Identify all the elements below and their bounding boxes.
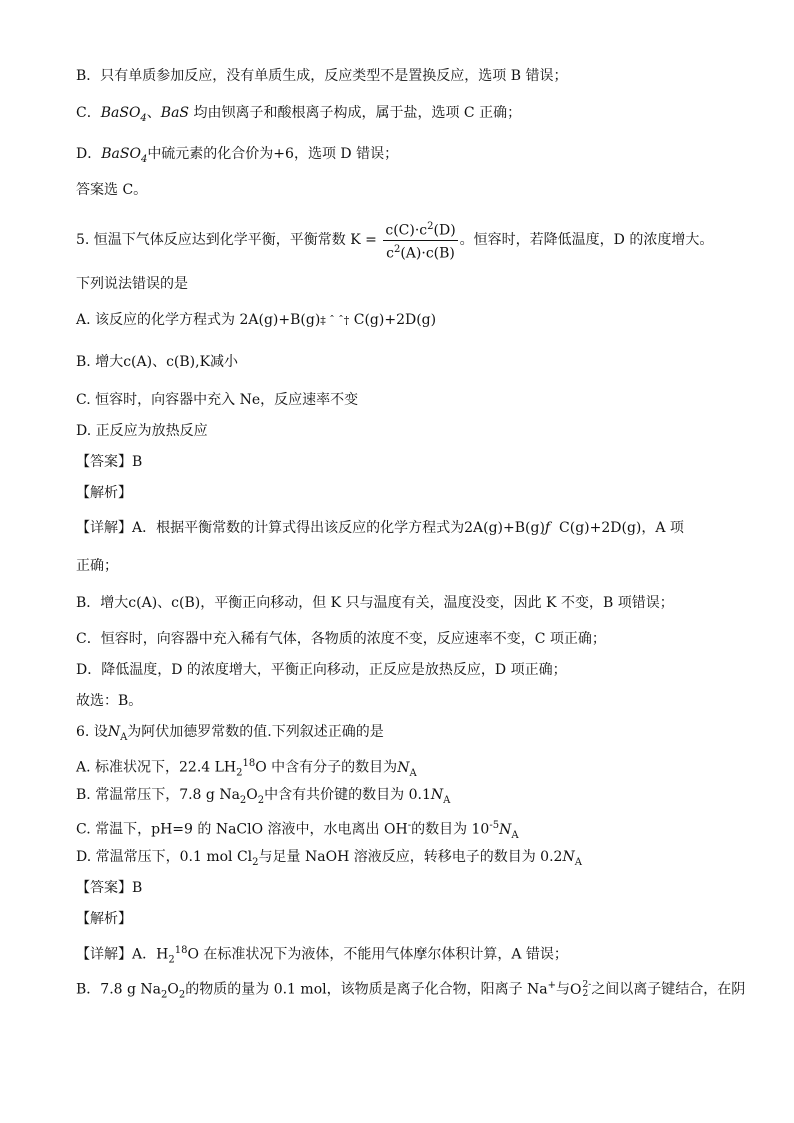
- question-5-detail-a: [76, 518, 734, 538]
- k-expression: K =: [350, 232, 377, 249]
- question-6-detail-b: B．7.8 g $Na_2O_2$的物质的量为 0.1 mol，该物质是离子化合物，阳离子 Na+与O 2- 2 之间以离子键结合，在阴: [76, 979, 746, 1001]
- avogadro-symbol: $N_A$: [430, 787, 451, 806]
- question-6-stem: [76, 722, 734, 748]
- question-5-option-c: C. 恒容时，向容器中充入 Ne，反应速率不变: [76, 392, 359, 408]
- text: C. 常温下，pH=9 的 NaClO 溶液中，水电离出 OH: [76, 821, 408, 838]
- question-5-analysis-label: 【解析】: [76, 485, 132, 501]
- prefix: C．: [76, 105, 101, 121]
- line-d-option: [76, 144, 734, 170]
- fraction-numerator: $c(C)\cdot c^2(D)$: [383, 218, 457, 241]
- question-6-option-b: B. 常温常压下，7.8 g $Na_2O_2$中含有共价键的数目为 $0.1N_A$: [76, 787, 451, 806]
- avogadro-symbol: $N_A$: [107, 724, 128, 743]
- tail: 中含有共价键的数目为 0.1: [264, 787, 431, 803]
- suffix: 减小: [210, 354, 239, 370]
- avogadro-symbol: $N_A$: [397, 759, 417, 779]
- prefix: 【详解】A．根据平衡常数的计算式得出该反应的化学方程式为: [76, 520, 465, 536]
- reactants: 2A(g)+B(g): [464, 520, 545, 536]
- tail: O 中含有分子的数目为: [255, 759, 398, 776]
- question-5-option-a: [76, 310, 734, 331]
- concentrations: c(A)、c(B): [128, 595, 201, 611]
- equilibrium-symbol: ƒ: [544, 520, 551, 536]
- prefix: D．: [76, 146, 102, 162]
- stem: 5. 恒温下气体反应达到化学平衡，平衡常数: [76, 232, 346, 249]
- question-5-stem: [76, 218, 734, 262]
- question-5-option-b: [76, 352, 734, 372]
- prefix: A. 该反应的化学方程式为: [76, 312, 236, 328]
- equilibrium-fraction: [383, 218, 457, 262]
- equilibrium-arrow: ‡ ˆ ˆ†: [320, 314, 350, 327]
- avogadro-symbol: $N_A$: [562, 849, 582, 868]
- question-5-detail-a-continued: 正确；: [76, 558, 118, 574]
- prefix: 6. 设: [76, 724, 108, 740]
- text: B. 常温常压下，7.8 g Na: [76, 787, 240, 803]
- text: D. 常温常压下，0.1 mol Cl: [76, 849, 253, 865]
- question-6-answer: 【答案】B: [76, 880, 143, 896]
- stem-after: 。恒容时，若降低温度，D 的浓度增大。: [459, 232, 714, 249]
- question-5-final: 故选：B。: [76, 693, 143, 709]
- products: C(g)+2D(g): [559, 520, 642, 536]
- text: 均由钡离子和酸根离子构成，属于盐，选项 C 正确；: [193, 105, 522, 121]
- question-6-analysis-label: 【解析】: [76, 911, 132, 927]
- question-6-option-a: A. 标准状况下，22.4 $LH_2^{18}O$ 中含有分子的数目为$N_A$: [76, 758, 417, 779]
- products: C(g)+2D(g): [353, 312, 437, 328]
- tail: 的数目为 10: [411, 821, 490, 838]
- mid2: 与: [556, 981, 571, 998]
- answer-line: 答案选 C。: [76, 182, 148, 198]
- suffix: 之间以离子键结合，在阴: [591, 981, 746, 998]
- suffix: ，A 项: [641, 520, 684, 536]
- question-5-detail-d: D．降低温度，D 的浓度增大，平衡正向移动，正反应是放热反应，D 项正确；: [76, 662, 567, 678]
- peroxide-ion: O 2- 2: [570, 979, 592, 999]
- question-6-option-c: C. 常温下，pH=9 的 NaClO 溶液中，水电离出 OH-的数目为 $10^{-5}N_A$: [76, 820, 519, 841]
- prefix: B．增大: [76, 595, 129, 611]
- question-6-option-d: D. 常温常压下，0.1 mol $Cl_2$与足量 NaOH 溶液反应，转移电子的数目为 $0.2N_A$: [76, 849, 582, 868]
- text: A. 标准状况下，22.4 LH: [76, 759, 237, 776]
- suffix: 为阿伏加德罗常数的值.下列叙述正确的是: [127, 724, 384, 740]
- prefix: B．7.8 g Na: [76, 981, 162, 998]
- suffix: O 在标准状况下为液体，不能用气体摩尔体积计算，A 错误；: [187, 946, 568, 963]
- formula-baso4: BaSO$_4$: [101, 146, 148, 165]
- fraction-denominator: $c^2(A)\cdot c(B)$: [386, 243, 455, 262]
- question-5-option-d: D. 正反应为放热反应: [76, 423, 208, 439]
- question-5-stem-2: 下列说法错误的是: [76, 276, 188, 292]
- concentrations: c(A)、c(B),K: [123, 354, 211, 370]
- text: 中硫元素的化合价为+6，选项 D 错误；: [147, 146, 399, 162]
- suffix: ，平衡正向移动，但 K 只与温度有关，温度没变，因此 K 不变，B 项错误；: [200, 595, 674, 611]
- mid: 的物质的量为 0.1 mol，该物质是离子化合物，阳离子 Na: [185, 981, 548, 998]
- avogadro-symbol: $N_A$: [499, 821, 519, 841]
- question-5-detail-c: C．恒容时，向容器中充入稀有气体，各物质的浓度不变，反应速率不变，C 项正确；: [76, 631, 606, 647]
- prefix: B. 增大: [76, 354, 124, 370]
- question-5-answer: 【答案】B: [76, 454, 143, 470]
- question-5-detail-b: [76, 593, 734, 613]
- reactants: 2A(g)+B(g): [239, 312, 321, 328]
- formula-baso4: BaSO$_4$: [100, 105, 147, 124]
- tail: 与足量 NaOH 溶液反应，转移电子的数目为 0.2: [258, 849, 563, 865]
- line-b-option: B．只有单质参加反应，没有单质生成，反应类型不是置换反应，选项 B 错误；: [76, 68, 568, 84]
- line-c-option: C．BaSO$_4$、BaS 均由钡离子和酸根离子构成，属于盐，选项 C 正确；: [76, 105, 522, 124]
- formula-bas: BaS: [160, 105, 190, 121]
- question-6-detail-a: 【详解】A．$H_2^{18}O$ 在标准状况下为液体，不能用气体摩尔体积计算，A 错误；: [76, 945, 568, 966]
- prefix: 【详解】A．H: [76, 946, 169, 963]
